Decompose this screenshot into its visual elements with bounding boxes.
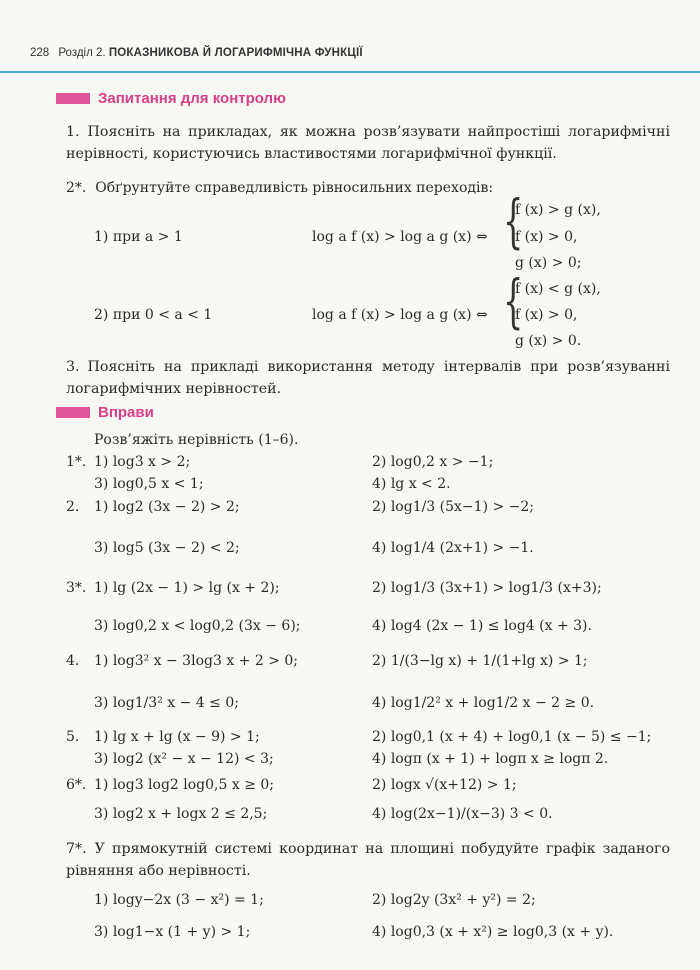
q2-label: 2*. xyxy=(66,180,87,196)
control-section-title xyxy=(56,90,286,107)
control-title-text: Запитання для контролю xyxy=(98,90,286,107)
exercise-5-part-1: 1) lg x + lg (x − 9) > 1; xyxy=(94,729,260,745)
case-1-line-2: f (x) > 0, xyxy=(515,229,578,245)
section-prefix: Розділ 2. xyxy=(58,47,106,59)
exercise-5-part-2: 2) log0,1 (x + 4) + log0,1 (x − 5) ≤ −1; xyxy=(372,729,652,745)
case-1-condition: 1) при a > 1 xyxy=(94,229,183,245)
q7-part-3: 3) log1−x (1 + y) > 1; xyxy=(94,924,251,940)
exercise-5-part-4: 4) logπ (x + 1) + logπ x ≥ logπ 2. xyxy=(372,751,609,767)
q7-text: У прямокутній системі координат на площині побудуйте графік заданого рівняння або нерівності. xyxy=(66,841,670,879)
exercise-3-part-3: 3) log0,2 x < log0,2 (3x − 6); xyxy=(94,618,301,634)
exercises-intro: Розв’яжіть нерівність (1–6). xyxy=(94,432,299,448)
exercises-section-title xyxy=(56,404,154,421)
exercise-6-part-3: 3) log2 x + logx 2 ≤ 2,5; xyxy=(94,806,268,822)
question-7 xyxy=(66,838,670,882)
q7-part-2: 2) log2y (3x² + y²) = 2; xyxy=(372,892,536,908)
exercise-1-part-1: 1) log3 x > 2; xyxy=(94,454,191,470)
exercise-1-label: 1*. xyxy=(66,454,87,470)
exercise-6-part-2: 2) logx √(x+12) > 1; xyxy=(372,777,517,793)
case-2-lhs: log a f (x) > log a g (x) ⇔ xyxy=(312,307,488,323)
exercise-4-part-2: 2) 1/(3−lg x) + 1/(1+lg x) > 1; xyxy=(372,653,588,669)
case-2-condition: 2) при 0 < a < 1 xyxy=(94,307,213,323)
q1-text: Поясніть на прикладах, як можна розв’язувати найпростіші логарифмічні нерівності, користуючись властивостями логарифмічної функції. xyxy=(66,124,670,162)
exercise-1-part-4: 4) lg x < 2. xyxy=(372,476,451,492)
exercise-1-part-3: 3) log0,5 x < 1; xyxy=(94,476,204,492)
question-1 xyxy=(66,121,670,165)
exercise-1-part-2: 2) log0,2 x > −1; xyxy=(372,454,494,470)
exercises-title-text: Вправи xyxy=(98,404,154,421)
case-1-line-3: g (x) > 0; xyxy=(515,255,582,271)
q7-part-4: 4) log0,3 (x + x²) ≥ log0,3 (x + y). xyxy=(372,924,614,940)
q3-text: Поясніть на прикладі використання методу інтервалів при розв’язуванні логарифмічних нерівностей. xyxy=(66,359,670,397)
exercise-6-part-1: 1) log3 log2 log0,5 x ≥ 0; xyxy=(94,777,275,793)
case-2-line-3: g (x) > 0. xyxy=(515,333,582,349)
exercise-4-label: 4. xyxy=(66,653,80,669)
question-3 xyxy=(66,356,670,400)
case-1-lhs: log a f (x) > log a g (x) ⇔ xyxy=(312,229,488,245)
q7-part-1: 1) logy−2x (3 − x²) = 1; xyxy=(94,892,264,908)
exercise-5-part-3: 3) log2 (x² − x − 12) < 3; xyxy=(94,751,274,767)
exercise-2-label: 2. xyxy=(66,499,80,515)
header-rule xyxy=(0,71,700,73)
exercise-4-part-4: 4) log1/2² x + log1/2 x − 2 ≥ 0. xyxy=(372,695,595,711)
exercise-2-part-4: 4) log1/4 (2x+1) > −1. xyxy=(372,540,534,556)
page-number: 228 xyxy=(30,47,50,59)
q2-text: Обґрунтуйте справедливість рівносильних переходів: xyxy=(95,180,494,196)
case-2-line-1: f (x) < g (x), xyxy=(515,281,601,297)
exercise-2-part-2: 2) log1/3 (5x−1) > −2; xyxy=(372,499,535,515)
exercise-6-label: 6*. xyxy=(66,777,87,793)
exercise-3-label: 3*. xyxy=(66,580,87,596)
section-marker-icon xyxy=(56,93,90,104)
section-marker-icon xyxy=(56,407,90,418)
exercise-3-part-4: 4) log4 (2x − 1) ≤ log4 (x + 3). xyxy=(372,618,592,634)
case-1-line-1: f (x) > g (x), xyxy=(515,202,601,218)
q7-label: 7*. xyxy=(66,841,87,857)
exercise-2-part-1: 1) log2 (3x − 2) > 2; xyxy=(94,499,240,515)
exercise-6-part-4: 4) log(2x−1)/(x−3) 3 < 0. xyxy=(372,806,553,822)
exercise-3-part-1: 1) lg (2x − 1) > lg (x + 2); xyxy=(94,580,280,596)
exercise-4-part-1: 1) log3² x − 3log3 x + 2 > 0; xyxy=(94,653,299,669)
q3-label: 3. xyxy=(66,359,80,375)
chapter-title: ПОКАЗНИКОВА Й ЛОГАРИФМІЧНА ФУНКЦІЇ xyxy=(108,47,363,59)
exercise-4-part-3: 3) log1/3² x − 4 ≤ 0; xyxy=(94,695,239,711)
case-1-brace: { xyxy=(503,187,524,255)
exercise-5-label: 5. xyxy=(66,729,80,745)
q1-label: 1. xyxy=(66,124,80,140)
question-2 xyxy=(66,178,493,198)
case-2-brace: { xyxy=(503,267,524,335)
case-2-line-2: f (x) > 0, xyxy=(515,307,578,323)
page-header xyxy=(30,47,670,59)
exercise-3-part-2: 2) log1/3 (3x+1) > log1/3 (x+3); xyxy=(372,580,602,596)
exercise-2-part-3: 3) log5 (3x − 2) < 2; xyxy=(94,540,240,556)
